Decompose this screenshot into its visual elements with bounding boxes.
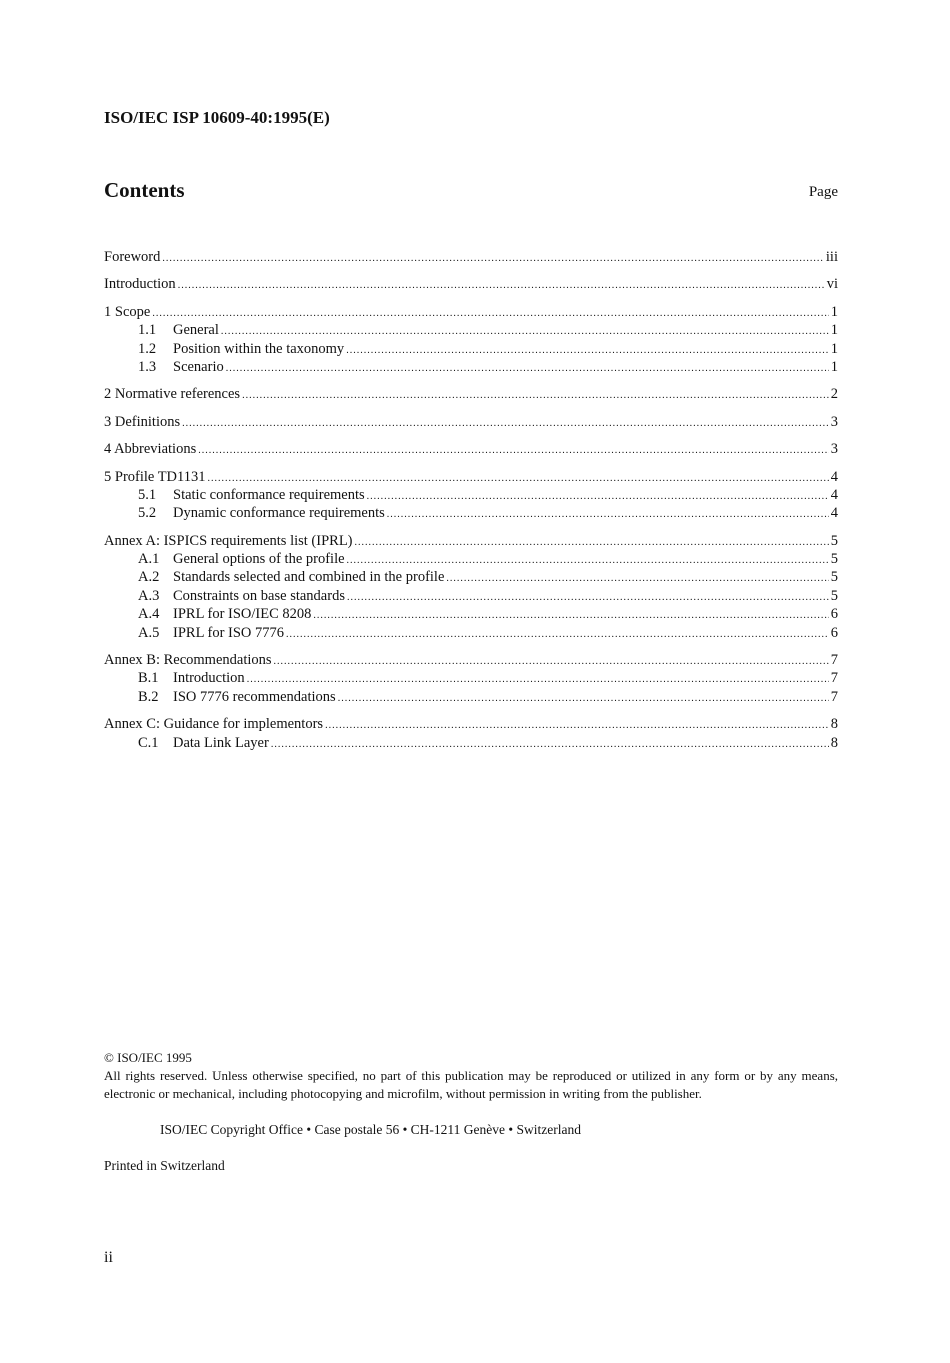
toc-entry-title: General	[173, 322, 219, 339]
toc-entry[interactable]	[104, 358, 838, 376]
toc-entry-title: Annex C: Guidance for implementors	[104, 716, 324, 733]
toc-entry-page: 4	[830, 486, 838, 503]
toc-group	[104, 248, 838, 266]
page-column-label: Page	[808, 184, 838, 200]
toc-entry-title: Annex B: Recommendations	[104, 652, 272, 669]
toc-entry[interactable]	[104, 248, 838, 266]
toc-entry-title: General options of the profile	[173, 551, 345, 568]
dot-leader	[198, 442, 829, 460]
toc-entry-page: iii	[825, 249, 838, 265]
toc-entry-page: 6	[830, 606, 838, 623]
toc-group	[104, 385, 838, 403]
dot-leader	[338, 690, 829, 708]
dot-leader	[271, 736, 829, 754]
toc-entry[interactable]	[104, 587, 838, 605]
toc-entry[interactable]	[104, 504, 838, 522]
toc-group	[104, 651, 838, 706]
toc-entry-page: 4	[830, 468, 838, 485]
toc-entry-title: 2 Normative references	[104, 386, 241, 403]
toc-entry-title: ISO 7776 recommendations	[173, 688, 336, 705]
rights-statement: All rights reserved. Unless otherwise specified, no part of this publication may be reproduced or utilized in any form or by any means, electronic or mechanical, including photocopying and microfilm, without permission in writing from the publisher.	[104, 1068, 838, 1101]
toc-entry[interactable]	[104, 321, 838, 339]
toc-entry-number: A.1	[138, 551, 160, 568]
contents-heading: Contents	[104, 178, 185, 202]
toc-entry-page: 3	[830, 441, 838, 458]
toc-entry[interactable]	[104, 669, 838, 687]
toc-entry[interactable]	[104, 340, 838, 358]
toc-entry-page: 3	[830, 413, 838, 430]
toc-entry-number: B.2	[138, 688, 159, 705]
toc-entry-page: 1	[830, 303, 838, 320]
toc-entry[interactable]	[104, 413, 838, 431]
toc-entry[interactable]	[104, 532, 838, 550]
toc-entry-page: 5	[830, 569, 838, 586]
dot-leader	[446, 570, 828, 588]
toc-entry-page: vi	[826, 276, 838, 293]
document-id: ISO/IEC ISP 10609-40:1995(E)	[104, 108, 330, 127]
dot-leader	[286, 626, 829, 644]
toc-entry[interactable]	[104, 275, 838, 293]
toc-entry-title: IPRL for ISO 7776	[173, 624, 285, 641]
toc-entry-number: C.1	[138, 734, 159, 751]
toc-entry[interactable]	[104, 303, 838, 321]
toc-entry-page: 8	[830, 716, 838, 733]
toc-entry-title: 5 Profile TD1131	[104, 468, 206, 485]
toc-group	[104, 532, 838, 642]
dot-leader	[274, 653, 829, 671]
dot-leader	[242, 387, 829, 405]
toc-entry-title: Scenario	[173, 358, 224, 375]
toc-entry-number: 5.1	[138, 486, 157, 503]
toc-entry-page: 7	[830, 670, 838, 687]
toc-entry-page: 4	[830, 505, 838, 522]
toc-entry[interactable]	[104, 440, 838, 458]
toc-entry-page: 7	[830, 688, 838, 705]
toc-entry-title: IPRL for ISO/IEC 8208	[173, 606, 312, 623]
dot-leader	[367, 488, 829, 506]
toc-entry-number: A.2	[138, 569, 160, 586]
toc-entry-title: Introduction	[104, 276, 176, 293]
toc-group	[104, 275, 838, 293]
toc-entry-page: 6	[830, 624, 838, 641]
toc-group	[104, 715, 838, 752]
toc-entry[interactable]	[104, 715, 838, 733]
toc-entry-title: Foreword	[104, 249, 161, 265]
dot-leader	[162, 250, 824, 268]
toc-entry-page: 1	[830, 340, 838, 357]
toc-group	[104, 413, 838, 431]
toc-entry-number: B.1	[138, 670, 159, 687]
toc-entry-page: 5	[830, 532, 838, 549]
dot-leader	[387, 506, 829, 524]
copyright-office-address: ISO/IEC Copyright Office • Case postale 56 • CH-1211 Genève • Switzerland	[160, 1122, 581, 1137]
toc-group	[104, 303, 838, 377]
dot-leader	[178, 277, 825, 295]
copyright-block	[104, 1049, 838, 1103]
toc-group	[104, 468, 838, 523]
toc-entry-title: Standards selected and combined in the profile	[173, 569, 445, 586]
copyright-line: © ISO/IEC 1995	[104, 1050, 192, 1065]
dot-leader	[152, 305, 828, 323]
page-number: ii	[104, 1249, 113, 1266]
toc-entry[interactable]	[104, 568, 838, 586]
toc-entry[interactable]	[104, 605, 838, 623]
toc-entry-title: Position within the taxonomy	[173, 340, 345, 357]
dot-leader	[355, 534, 829, 552]
table-of-contents	[104, 248, 838, 761]
toc-entry-number: A.4	[138, 606, 160, 623]
toc-entry-title: 4 Abbreviations	[104, 441, 197, 458]
toc-entry-title: Annex A: ISPICS requirements list (IPRL)	[104, 532, 353, 549]
toc-entry-page: 5	[830, 587, 838, 604]
toc-entry[interactable]	[104, 624, 838, 642]
toc-entry-title: 1 Scope	[104, 303, 151, 320]
toc-entry-title: 3 Definitions	[104, 413, 181, 430]
toc-entry-page: 5	[830, 551, 838, 568]
toc-entry-page: 7	[830, 652, 838, 669]
toc-entry[interactable]	[104, 550, 838, 568]
toc-entry-number: A.5	[138, 624, 160, 641]
toc-entry[interactable]	[104, 734, 838, 752]
toc-entry[interactable]	[104, 486, 838, 504]
toc-entry[interactable]	[104, 651, 838, 669]
toc-entry-page: 1	[830, 358, 838, 375]
toc-entry[interactable]	[104, 468, 838, 486]
toc-entry-number: A.3	[138, 587, 160, 604]
dot-leader	[313, 607, 828, 625]
toc-entry[interactable]	[104, 688, 838, 706]
toc-entry-number: 5.2	[138, 505, 157, 522]
dot-leader	[346, 342, 829, 360]
toc-entry-title: Data Link Layer	[173, 734, 269, 751]
toc-entry-page: 8	[830, 734, 838, 751]
toc-entry-page: 1	[830, 322, 838, 339]
toc-entry-page: 2	[830, 386, 838, 403]
toc-entry[interactable]	[104, 385, 838, 403]
toc-entry-title: Constraints on base standards	[173, 587, 345, 604]
dot-leader	[325, 717, 829, 735]
toc-entry-number: 1.1	[138, 322, 157, 339]
toc-group	[104, 440, 838, 458]
dot-leader	[182, 415, 829, 433]
toc-entry-number: 1.3	[138, 358, 157, 375]
toc-entry-title: Static conformance requirements	[173, 486, 365, 503]
toc-entry-title: Dynamic conformance requirements	[173, 505, 385, 522]
toc-entry-number: 1.2	[138, 340, 157, 357]
toc-entry-title: Introduction	[173, 670, 245, 687]
dot-leader	[347, 589, 829, 607]
printed-in: Printed in Switzerland	[104, 1158, 225, 1173]
dot-leader	[226, 360, 829, 378]
